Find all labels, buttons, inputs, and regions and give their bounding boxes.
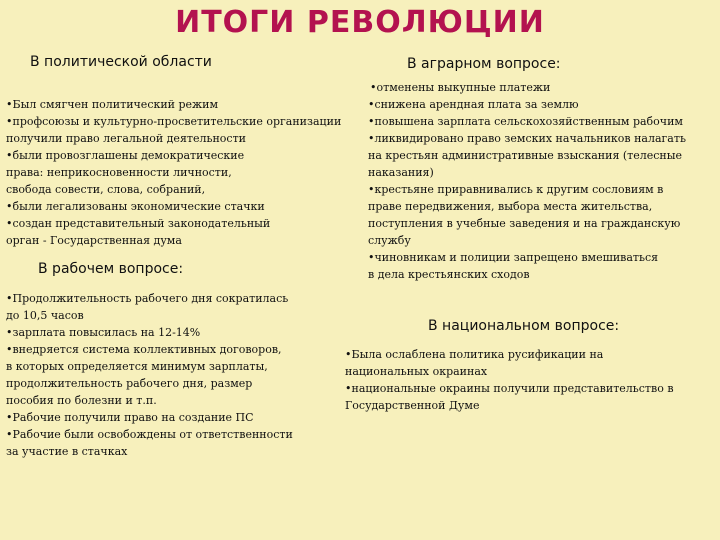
text-line: в которых определяется минимум зарплаты,	[6, 360, 268, 373]
political-text	[6, 96, 341, 249]
text-line: орган - Государственная дума	[6, 234, 182, 247]
text-line: •профсоюзы и культурно-просветительские организации	[6, 115, 342, 128]
text-line: •ликвидировано право земских начальников налагать	[368, 132, 686, 145]
text-line: национальных окраинах	[345, 365, 488, 378]
text-line: •снижена арендная плата за землю	[368, 98, 579, 111]
political-heading: В политической области	[30, 54, 212, 70]
text-line: •национальные окраины получили представительство в	[345, 382, 674, 395]
text-line: за участие в стачках	[6, 445, 128, 458]
agrarian-heading: В аграрном вопросе:	[407, 56, 561, 72]
text-line: •зарплата повысилась на 12-14%	[6, 326, 201, 339]
text-line: •Рабочие получили право на создание ПС	[6, 411, 254, 424]
text-line: службу	[368, 234, 411, 247]
text-line: •Рабочие были освобождены от ответственности	[6, 428, 293, 441]
text-line: •создан представительный законодательный	[6, 217, 271, 230]
text-line: •были провозглашены демократические	[6, 149, 245, 162]
text-line: наказания)	[368, 166, 434, 179]
labor-heading: В рабочем вопросе:	[38, 261, 184, 277]
text-line: до 10,5 часов	[6, 309, 84, 322]
text-line: праве передвижения, выбора места жительства,	[368, 200, 653, 213]
text-line: на крестьян административные взыскания (телесные	[368, 149, 683, 162]
national-text	[345, 346, 674, 414]
text-line: поступления в учебные заведения и на гражданскую	[368, 217, 681, 230]
text-line: •крестьяне приравнивались к другим сословиям в	[368, 183, 664, 196]
text-line: •повышена зарплата сельскохозяйственным рабочим	[368, 115, 683, 128]
text-line: продолжительность рабочего дня, размер	[6, 377, 253, 390]
text-line: •чиновникам и полиции запрещено вмешиваться	[368, 251, 659, 264]
national-heading: В национальном вопросе:	[428, 318, 620, 334]
text-line: •Была ослаблена политика русификации на	[345, 348, 604, 361]
agrarian-text	[368, 79, 686, 283]
text-line: •были легализованы экономические стачки	[6, 200, 265, 213]
text-line: Государственной Думе	[345, 399, 480, 412]
text-line: •внедряется система коллективных договоров,	[6, 343, 282, 356]
text-line: получили право легальной деятельности	[6, 132, 246, 145]
text-line: права: неприкосновенности личности,	[6, 166, 232, 179]
text-line: свобода совести, слова, собраний,	[6, 183, 206, 196]
page-title: ИТОГИ РЕВОЛЮЦИИ	[175, 5, 545, 40]
text-line: в дела крестьянских сходов	[368, 268, 530, 281]
text-line: •Был смягчен политический режим	[6, 98, 219, 111]
text-line: пособия по болезни и т.п.	[6, 394, 157, 407]
text-line: •Продолжительность рабочего дня сократилась	[6, 292, 289, 305]
text-line: •отменены выкупные платежи	[370, 81, 551, 94]
labor-text	[6, 290, 293, 460]
